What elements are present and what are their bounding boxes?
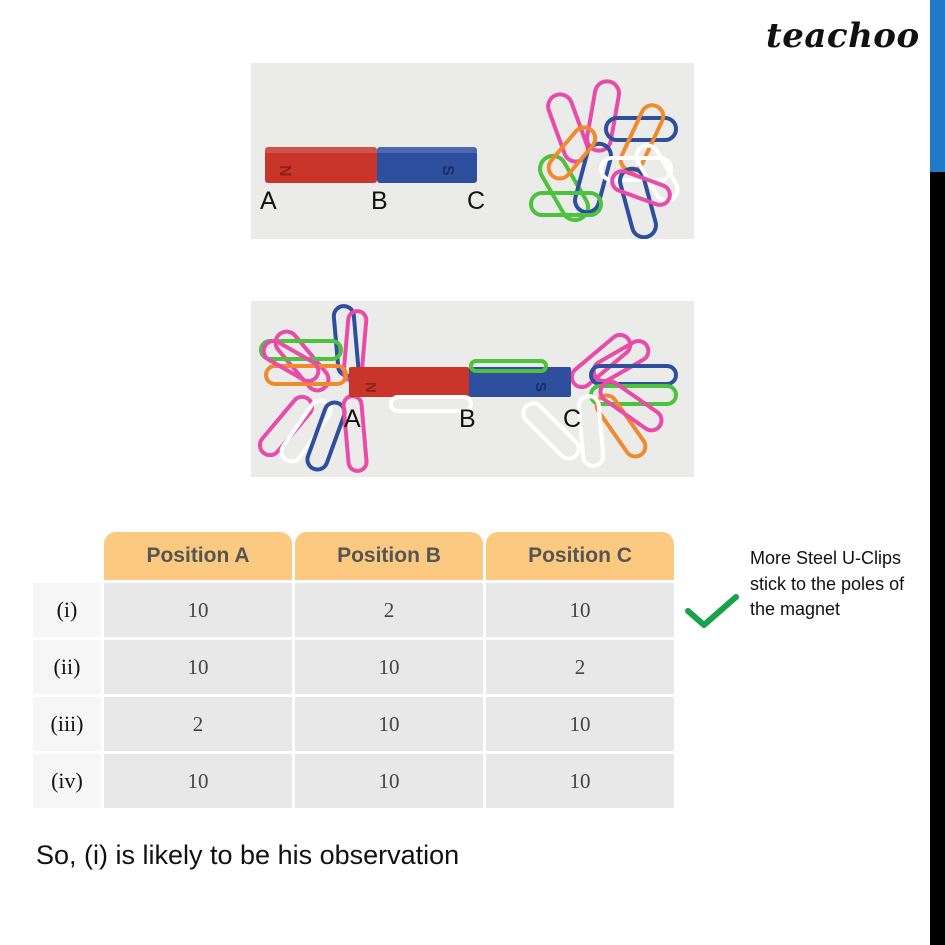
label-position-c: C (467, 187, 486, 215)
table-cell: 10 (104, 754, 292, 808)
magnet-with-clips-illustration (251, 301, 694, 477)
table-cell: 10 (486, 583, 674, 637)
explanation-note: More Steel U-Clips stick to the poles of the magnet (750, 548, 905, 619)
teachoo-logo: teachoo (766, 16, 920, 56)
clips-at-right-pole (519, 331, 676, 467)
south-pole-mark: S (439, 165, 456, 176)
row-label: (iv) (33, 754, 101, 808)
table-cell: 10 (104, 583, 292, 637)
magnet-photo-after (251, 301, 694, 477)
table-row (33, 640, 674, 694)
table-header-row (33, 532, 674, 580)
label-position-a-2: A (344, 405, 361, 433)
table-cell: 10 (486, 754, 674, 808)
table-cell: 2 (295, 583, 483, 637)
conclusion-text: So, (i) is likely to be his observation (36, 840, 460, 870)
table-row (33, 697, 674, 751)
south-pole-mark-2: S (532, 382, 549, 393)
table-cell: 10 (295, 697, 483, 751)
header-position-c: Position C (486, 532, 674, 580)
table-cell: 10 (295, 640, 483, 694)
table-cell: 2 (486, 640, 674, 694)
label-position-b-2: B (459, 405, 476, 433)
checkmark-icon (684, 591, 740, 631)
table-row (33, 583, 674, 637)
row-label: (i) (33, 583, 101, 637)
header-position-a: Position A (104, 532, 292, 580)
row-label: (iii) (33, 697, 101, 751)
table-cell: 10 (104, 640, 292, 694)
sidebar-progress-indicator (930, 0, 945, 172)
table-cell: 2 (104, 697, 292, 751)
table-cell: 10 (486, 697, 674, 751)
magnet-photo-before (251, 63, 694, 239)
header-position-b: Position B (295, 532, 483, 580)
table-row (33, 754, 674, 808)
north-pole-mark-2: N (362, 382, 379, 393)
header-blank (33, 532, 101, 580)
label-position-a: A (260, 187, 277, 215)
row-label: (ii) (33, 640, 101, 694)
label-position-b: B (371, 187, 388, 215)
label-position-c-2: C (563, 405, 582, 433)
table-cell: 10 (295, 754, 483, 808)
observation-table (30, 529, 677, 811)
north-pole-mark: N (276, 165, 293, 177)
paper-clip-pile (531, 79, 682, 239)
